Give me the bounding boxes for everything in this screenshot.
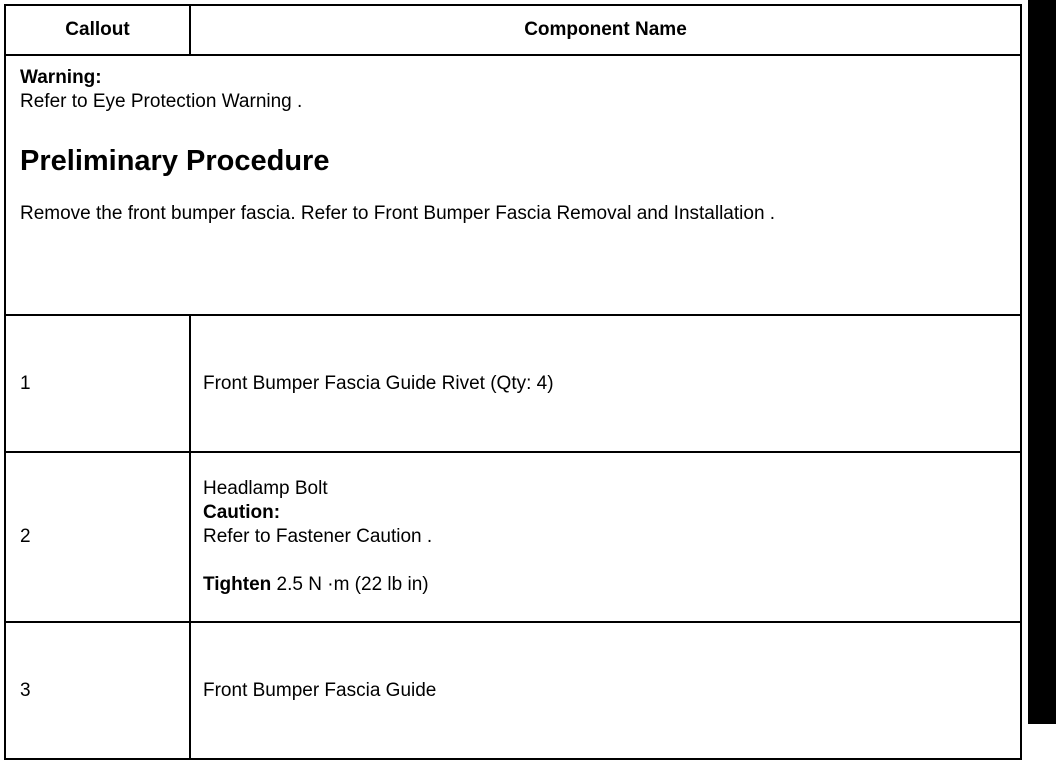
- tighten-label: Tighten: [203, 574, 272, 595]
- tighten-value: 2.5 N ·m (22 lb in): [276, 574, 429, 595]
- procedure-table: [4, 4, 1022, 760]
- component-name: Headlamp Bolt: [203, 478, 328, 499]
- warning-text: Refer to Eye Protection Warning .: [20, 91, 303, 112]
- preliminary-procedure-text: Remove the front bumper fascia. Refer to Front Bumper Fascia Removal and Installation .: [20, 203, 776, 224]
- preliminary-procedure-heading: Preliminary Procedure: [20, 145, 330, 177]
- header-component-name: Component Name: [190, 5, 1021, 55]
- warning-title: Warning:: [20, 67, 102, 88]
- spacer: [203, 549, 1020, 573]
- notes-row: [5, 55, 1021, 315]
- table-row: [5, 622, 1021, 759]
- callout-number: 2: [5, 452, 190, 622]
- caution-text: Refer to Fastener Caution .: [203, 526, 433, 547]
- tighten-line: [203, 573, 1020, 597]
- header-row: [5, 5, 1021, 55]
- header-callout: Callout: [5, 5, 190, 55]
- right-edge-bar: [1028, 0, 1056, 724]
- notes-cell: [5, 55, 1021, 315]
- component-name: Front Bumper Fascia Guide: [190, 622, 1021, 759]
- callout-number: 1: [5, 315, 190, 452]
- caution-title: Caution:: [203, 502, 281, 523]
- table-row: [5, 452, 1021, 622]
- component-name: Front Bumper Fascia Guide Rivet (Qty: 4): [190, 315, 1021, 452]
- callout-number: 3: [5, 622, 190, 759]
- table-row: [5, 315, 1021, 452]
- component-name-cell: [190, 452, 1021, 622]
